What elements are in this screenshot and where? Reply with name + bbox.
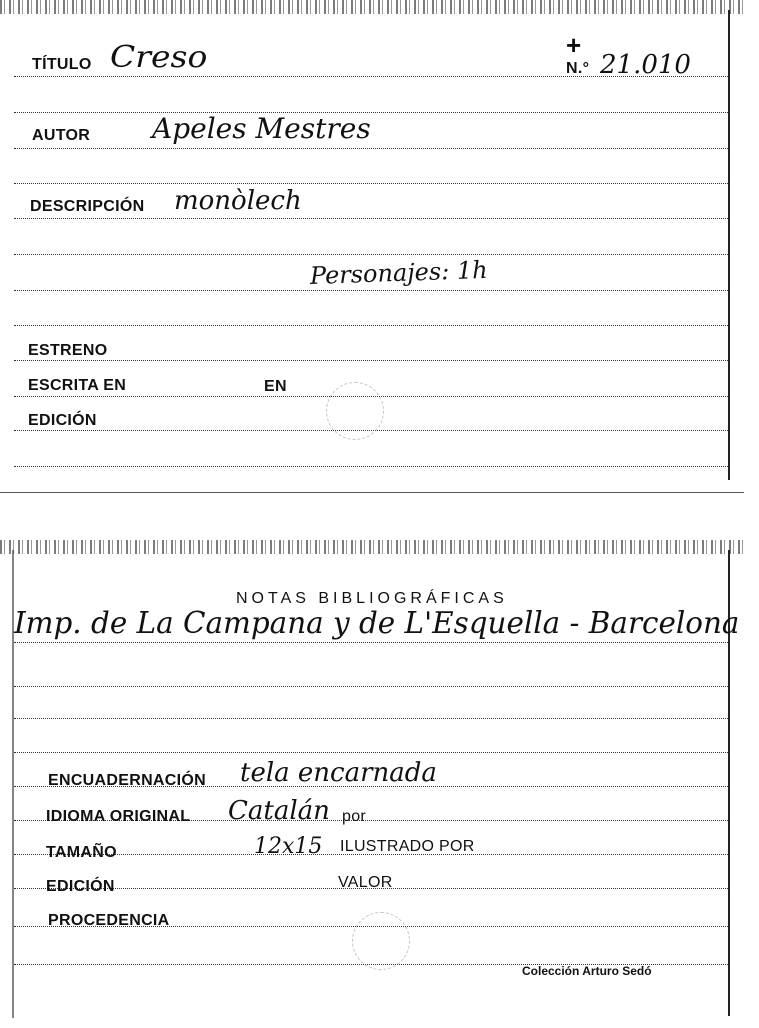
numero-value: 21.010 — [600, 50, 691, 80]
encuadernacion-value: tela encarnada — [240, 758, 437, 788]
notas-heading: NOTAS BIBLIOGRÁFICAS — [236, 590, 508, 607]
punch-hole-mark — [352, 912, 410, 970]
scan-edge-noise — [0, 540, 744, 554]
ruled-line — [14, 290, 730, 291]
card-separator — [0, 492, 744, 493]
notas-value: Imp. de La Campana y de L'Esquella - Barcelona — [14, 606, 740, 641]
titulo-value: Creso — [110, 40, 208, 75]
edicion-label-2: EDICIÓN — [46, 878, 115, 895]
idioma-value: Catalán — [228, 796, 330, 826]
ruled-line — [14, 183, 730, 184]
catalog-card-top — [0, 0, 744, 492]
ruled-line — [14, 254, 730, 255]
ruled-line — [14, 325, 730, 326]
collection-footer: Colección Arturo Sedó — [522, 964, 652, 978]
catalog-card-bottom — [0, 540, 744, 1028]
ruled-line — [14, 752, 730, 753]
ruled-line — [14, 360, 730, 361]
procedencia-label: PROCEDENCIA — [48, 912, 170, 929]
scan-edge-noise — [0, 0, 744, 14]
ruled-line — [14, 148, 730, 149]
tamano-value: 12x15 — [254, 834, 323, 859]
por-label: por — [342, 808, 367, 825]
en-label: EN — [264, 378, 287, 395]
ruled-line — [14, 718, 730, 719]
estreno-label: ESTRENO — [28, 342, 108, 359]
cross-mark: + — [566, 30, 582, 60]
ruled-line — [14, 466, 730, 467]
ruled-line — [14, 218, 730, 219]
card-right-border — [728, 10, 730, 480]
numero-label: N.° — [566, 60, 590, 77]
edicion-label: EDICIÓN — [28, 412, 97, 429]
encuadernacion-label: ENCUADERNACIÓN — [48, 772, 206, 789]
autor-label: AUTOR — [32, 127, 91, 144]
punch-hole-mark — [326, 382, 384, 440]
titulo-label: TÍTULO — [32, 56, 92, 73]
descripcion-value: monòlech — [174, 186, 302, 216]
descripcion-label: DESCRIPCIÓN — [30, 198, 145, 215]
tamano-label: TAMAÑO — [46, 844, 117, 861]
ilustrado-label: ILUSTRADO POR — [340, 838, 475, 855]
escrita-en-label: ESCRITA EN — [28, 377, 127, 394]
ruled-line — [14, 112, 730, 113]
personajes-value: Personajes: 1h — [309, 255, 489, 290]
valor-label: VALOR — [338, 874, 393, 891]
autor-value: Apeles Mestres — [152, 112, 371, 145]
idioma-label: IDIOMA ORIGINAL — [46, 808, 191, 825]
ruled-line — [14, 686, 730, 687]
ruled-line — [14, 642, 730, 643]
